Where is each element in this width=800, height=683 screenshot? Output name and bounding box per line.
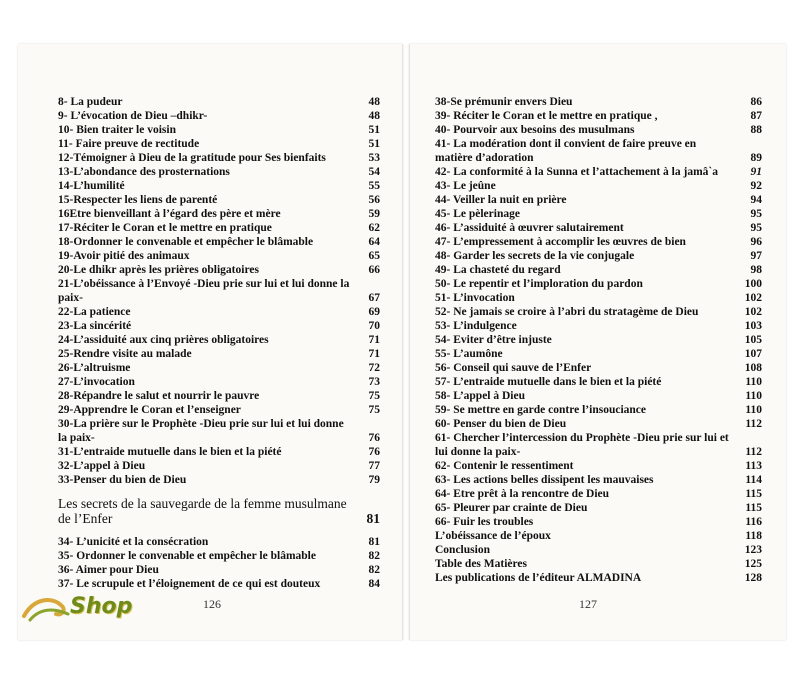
- toc-entry-title: 50- Le repentir et l’imploration du pardon: [435, 278, 643, 290]
- toc-entry-page: 107: [744, 348, 762, 360]
- toc-entry: [58, 123, 380, 137]
- toc-entry-page: 81: [368, 536, 380, 548]
- toc-entry-title: 28-Répandre le salut et nourrir le pauvre: [58, 390, 260, 402]
- toc-entry-page: 79: [368, 474, 380, 486]
- toc-entry: [435, 179, 762, 193]
- toc-entry: [435, 529, 762, 543]
- toc-entry: [435, 263, 762, 277]
- toc-entry-page: 125: [744, 558, 762, 570]
- toc-entry-page: 55: [368, 180, 380, 192]
- toc-entry: [58, 333, 380, 347]
- toc-list-right: [435, 95, 762, 585]
- toc-entry-page: 69: [368, 306, 380, 318]
- toc-entry-title: 15-Respecter les liens de parenté: [58, 194, 218, 206]
- toc-entry-title: 27-L’invocation: [58, 376, 135, 388]
- toc-entry: [58, 193, 380, 207]
- toc-entry-title: 53- L’indulgence: [435, 320, 517, 332]
- page-number: 127: [579, 597, 597, 611]
- toc-entry: [58, 207, 380, 221]
- toc-entry-title: 60- Penser du bien de Dieu: [435, 418, 567, 430]
- toc-entry: [435, 361, 762, 375]
- toc-entry-title: Les publications de l’éditeur ALMADINA: [435, 572, 642, 584]
- toc-entry-page: 108: [744, 362, 762, 374]
- toc-entry: [435, 221, 762, 235]
- toc-entry-page: 103: [744, 320, 762, 332]
- toc-entry: [58, 417, 380, 445]
- toc-entry-title: 44- Veiller la nuit en prière: [435, 194, 567, 206]
- toc-entry-title: L’obéissance de l’époux: [435, 530, 551, 542]
- toc-entry-page: 71: [368, 334, 380, 346]
- toc-entry-page: 100: [744, 278, 762, 290]
- toc-entry: [58, 535, 380, 549]
- toc-entry-title: Les secrets de la sauvegarde de la femme musulmane de l’Enfer: [58, 496, 347, 526]
- toc-entry-page: 67: [368, 292, 380, 304]
- toc-entry-title: 13-L’abondance des prosternations: [58, 166, 230, 178]
- toc-entry-title: 38-Se prémunir envers Dieu: [435, 96, 573, 108]
- toc-entry: [58, 137, 380, 151]
- toc-entry-title: 58- L’appel à Dieu: [435, 390, 525, 402]
- toc-entry-title: 42- La conformité à la Sunna et l’attachement à la jamâ`a: [435, 166, 718, 178]
- toc-entry: [435, 207, 762, 221]
- toc-entry-title: 48- Garder les secrets de la vie conjugale: [435, 250, 635, 262]
- toc-entry: [58, 249, 380, 263]
- toc-entry-title: 12-Témoigner à Dieu de la gratitude pour Ses bienfaits: [58, 152, 326, 164]
- toc-entry: [435, 347, 762, 361]
- toc-entry: [435, 459, 762, 473]
- toc-entry-title: 62- Contenir le ressentiment: [435, 460, 574, 472]
- toc-entry: [435, 249, 762, 263]
- toc-entry-page: 91: [750, 166, 762, 178]
- toc-entry: [435, 319, 762, 333]
- toc-entry-page: 75: [368, 390, 380, 402]
- toc-entry-page: 112: [745, 446, 762, 458]
- toc-entry: [435, 235, 762, 249]
- toc-entry-title: 57- L’entraide mutuelle dans le bien et la piété: [435, 376, 662, 388]
- toc-entry-page: 97: [750, 250, 762, 262]
- page-number: 126: [203, 597, 221, 611]
- toc-entry-title: 61- Chercher l’intercession du Prophète -Dieu prie sur lui et lui donne la paix-: [435, 432, 729, 458]
- toc-entry-title: 8- La pudeur: [58, 96, 123, 108]
- toc-entry-page: 82: [368, 550, 380, 562]
- toc-entry: [58, 277, 380, 305]
- toc-entry: [435, 333, 762, 347]
- toc-entry-title: 37- Le scrupule et l’éloignement de ce qui est douteux: [58, 578, 321, 590]
- toc-entry: [435, 109, 762, 123]
- toc-entry-page: 118: [745, 530, 762, 542]
- toc-entry: [435, 193, 762, 207]
- toc-entry-page: 81: [366, 511, 380, 526]
- toc-entry-page: 71: [368, 348, 380, 360]
- toc-entry: [58, 235, 380, 249]
- toc-entry-title: Conclusion: [435, 544, 490, 556]
- toc-entry-page: 72: [368, 362, 380, 374]
- toc-entry-page: 115: [745, 502, 762, 514]
- toc-entry-title: 45- Le pèlerinage: [435, 208, 520, 220]
- toc-entry: [435, 305, 762, 319]
- toc-entry-title: 34- L’unicité et la consécration: [58, 536, 209, 548]
- toc-entry-title: 65- Pleurer par crainte de Dieu: [435, 502, 588, 514]
- toc-entry-page: 110: [745, 390, 762, 402]
- toc-entry-title: 29-Apprendre le Coran et l’enseigner: [58, 404, 241, 416]
- toc-entry-title: 24-L’assiduité aux cinq prières obligatoires: [58, 334, 269, 346]
- toc-entry-page: 102: [744, 292, 762, 304]
- toc-entry: [58, 305, 380, 319]
- toc-entry-page: 112: [745, 418, 762, 430]
- toc-entry-title: 11- Faire preuve de rectitude: [58, 138, 200, 150]
- toc-entry: [58, 263, 380, 277]
- toc-entry-page: 65: [368, 250, 380, 262]
- swirl-icon: [22, 594, 74, 624]
- toc-entry-title: 40- Pourvoir aux besoins des musulmans: [435, 124, 635, 136]
- toc-entry-title: 46- L’assiduité à œuvrer salutairement: [435, 222, 624, 234]
- toc-entry-title: 26-L’altruisme: [58, 362, 131, 374]
- toc-entry: [435, 389, 762, 403]
- toc-entry-page: 70: [368, 320, 380, 332]
- toc-entry-title: 18-Ordonner le convenable et empêcher le blâmable: [58, 236, 314, 248]
- toc-entry-page: 102: [744, 306, 762, 318]
- toc-entry: [58, 361, 380, 375]
- toc-entry-title: 59- Se mettre en garde contre l’insouciance: [435, 404, 646, 416]
- toc-entry-page: 88: [750, 124, 762, 136]
- toc-entry: [58, 389, 380, 403]
- toc-entry-title: 35- Ordonner le convenable et empêcher le blâmable: [58, 550, 316, 562]
- toc-entry: [58, 403, 380, 417]
- toc-list-left: [58, 95, 380, 591]
- toc-entry: [58, 347, 380, 361]
- toc-entry-page: 94: [750, 194, 762, 206]
- toc-entry-title: 16Etre bienveillant à l’égard des père et mère: [58, 208, 281, 220]
- toc-entry-page: 86: [750, 96, 762, 108]
- toc-entry: [58, 563, 380, 577]
- toc-entry: [58, 319, 380, 333]
- toc-entry-title: 63- Les actions belles dissipent les mauvaises: [435, 474, 654, 486]
- toc-entry-page: 82: [368, 564, 380, 576]
- toc-entry-page: 84: [368, 578, 380, 590]
- toc-entry-title: 17-Réciter le Coran et le mettre en pratique: [58, 222, 272, 234]
- toc-entry-title: 19-Avoir pitié des animaux: [58, 250, 190, 262]
- toc-entry-page: 89: [750, 152, 762, 164]
- toc-entry-title: 20-Le dhikr après les prières obligatoires: [58, 264, 259, 276]
- toc-entry-title: 32-L’appel à Dieu: [58, 460, 146, 472]
- toc-entry-page: 116: [745, 516, 762, 528]
- toc-entry-page: 48: [368, 110, 380, 122]
- toc-entry: [435, 137, 762, 165]
- toc-entry: [435, 375, 762, 389]
- toc-entry-title: 41- La modération dont il convient de faire preuve en matière d’adoration: [435, 138, 697, 164]
- toc-entry-title: 54- Eviter d’être injuste: [435, 334, 552, 346]
- toc-entry-title: 66- Fuir les troubles: [435, 516, 534, 528]
- toc-entry-title: 9- L’évocation de Dieu –dhikr-: [58, 110, 208, 122]
- toc-entry-title: 31-L’entraide mutuelle dans le bien et la piété: [58, 446, 282, 458]
- toc-entry: [435, 123, 762, 137]
- toc-entry: [435, 403, 762, 417]
- right-page: [409, 44, 786, 640]
- toc-entry-title: 52- Ne jamais se croire à l’abri du stratagème de Dieu: [435, 306, 699, 318]
- toc-entry-page: 76: [368, 432, 380, 444]
- toc-entry-page: 96: [750, 236, 762, 248]
- shop-logo-text: Shop: [70, 594, 133, 619]
- toc-entry: [435, 165, 762, 179]
- toc-entry-title: 43- Le jeûne: [435, 180, 496, 192]
- toc-entry-page: 115: [745, 488, 762, 500]
- left-page: [18, 44, 403, 640]
- toc-entry-page: 51: [368, 124, 380, 136]
- toc-entry-page: 95: [750, 222, 762, 234]
- toc-entry-title: 33-Penser du bien de Dieu: [58, 474, 187, 486]
- toc-entry-title: 56- Conseil qui sauve de l’Enfer: [435, 362, 592, 374]
- toc-entry: [58, 445, 380, 459]
- toc-entry-title: 10- Bien traiter le voisin: [58, 124, 176, 136]
- toc-entry: [435, 501, 762, 515]
- toc-entry-page: 110: [745, 376, 762, 388]
- toc-entry: [435, 515, 762, 529]
- toc-entry: [435, 571, 762, 585]
- toc-entry: [58, 165, 380, 179]
- toc-entry: [435, 291, 762, 305]
- toc-entry: [435, 417, 762, 431]
- toc-entry-page: 92: [750, 180, 762, 192]
- toc-entry: [435, 95, 762, 109]
- toc-entry: [435, 277, 762, 291]
- toc-entry-title: 23-La sincérité: [58, 320, 132, 332]
- toc-entry-page: 77: [368, 460, 380, 472]
- toc-entry: [435, 473, 762, 487]
- toc-entry: [58, 95, 380, 109]
- toc-entry: [435, 431, 762, 459]
- toc-entry: [58, 459, 380, 473]
- toc-entry-title: 64- Etre prêt à la rencontre de Dieu: [435, 488, 610, 500]
- toc-entry: [58, 151, 380, 165]
- toc-entry: [435, 557, 762, 571]
- toc-entry-title: 30-La prière sur le Prophète -Dieu prie sur lui et lui donne la paix-: [58, 418, 344, 444]
- toc-entry-page: 87: [750, 110, 762, 122]
- toc-entry: [58, 179, 380, 193]
- toc-entry-page: 113: [745, 460, 762, 472]
- toc-entry-title: 36- Aimer pour Dieu: [58, 564, 159, 576]
- toc-entry-title: 22-La patience: [58, 306, 131, 318]
- toc-entry-page: 62: [368, 222, 380, 234]
- toc-entry: [58, 473, 380, 487]
- toc-entry-page: 48: [368, 96, 380, 108]
- toc-entry: [435, 487, 762, 501]
- toc-entry-page: 59: [368, 208, 380, 220]
- toc-entry-page: 95: [750, 208, 762, 220]
- toc-entry-title: 47- L’empressement à accomplir les œuvres de bien: [435, 236, 686, 248]
- toc-entry-page: 98: [750, 264, 762, 276]
- toc-entry-title: 55- L’aumône: [435, 348, 503, 360]
- toc-entry-page: 53: [368, 152, 380, 164]
- toc-entry-page: 56: [368, 194, 380, 206]
- toc-entry-page: 110: [745, 404, 762, 416]
- toc-entry-page: 105: [744, 334, 762, 346]
- toc-entry-title: 51- L’invocation: [435, 292, 515, 304]
- toc-entry-title: 49- La chasteté du regard: [435, 264, 561, 276]
- toc-entry-page: 64: [368, 236, 380, 248]
- toc-entry-page: 75: [368, 404, 380, 416]
- toc-entry-page: 73: [368, 376, 380, 388]
- toc-entry-page: 128: [744, 572, 762, 584]
- shop-logo: [22, 588, 162, 628]
- toc-entry: [58, 109, 380, 123]
- toc-entry-title: 25-Rendre visite au malade: [58, 348, 192, 360]
- toc-entry-page: 76: [368, 446, 380, 458]
- toc-entry-page: 51: [368, 138, 380, 150]
- toc-entry-page: 114: [745, 474, 762, 486]
- toc-entry-page: 123: [744, 544, 762, 556]
- section-heading: [58, 496, 380, 526]
- toc-entry: [58, 549, 380, 563]
- toc-entry: [435, 543, 762, 557]
- toc-entry: [58, 375, 380, 389]
- toc-entry-page: 66: [368, 264, 380, 276]
- toc-entry: [58, 221, 380, 235]
- toc-entry-title: Table des Matières: [435, 558, 527, 570]
- toc-entry-title: 39- Réciter le Coran et le mettre en pratique ,: [435, 110, 658, 122]
- toc-entry-title: 14-L’humilité: [58, 180, 125, 192]
- toc-entry-title: 21-L’obéissance à l’Envoyé -Dieu prie sur lui et lui donne la paix-: [58, 278, 350, 304]
- toc-entry-page: 54: [368, 166, 380, 178]
